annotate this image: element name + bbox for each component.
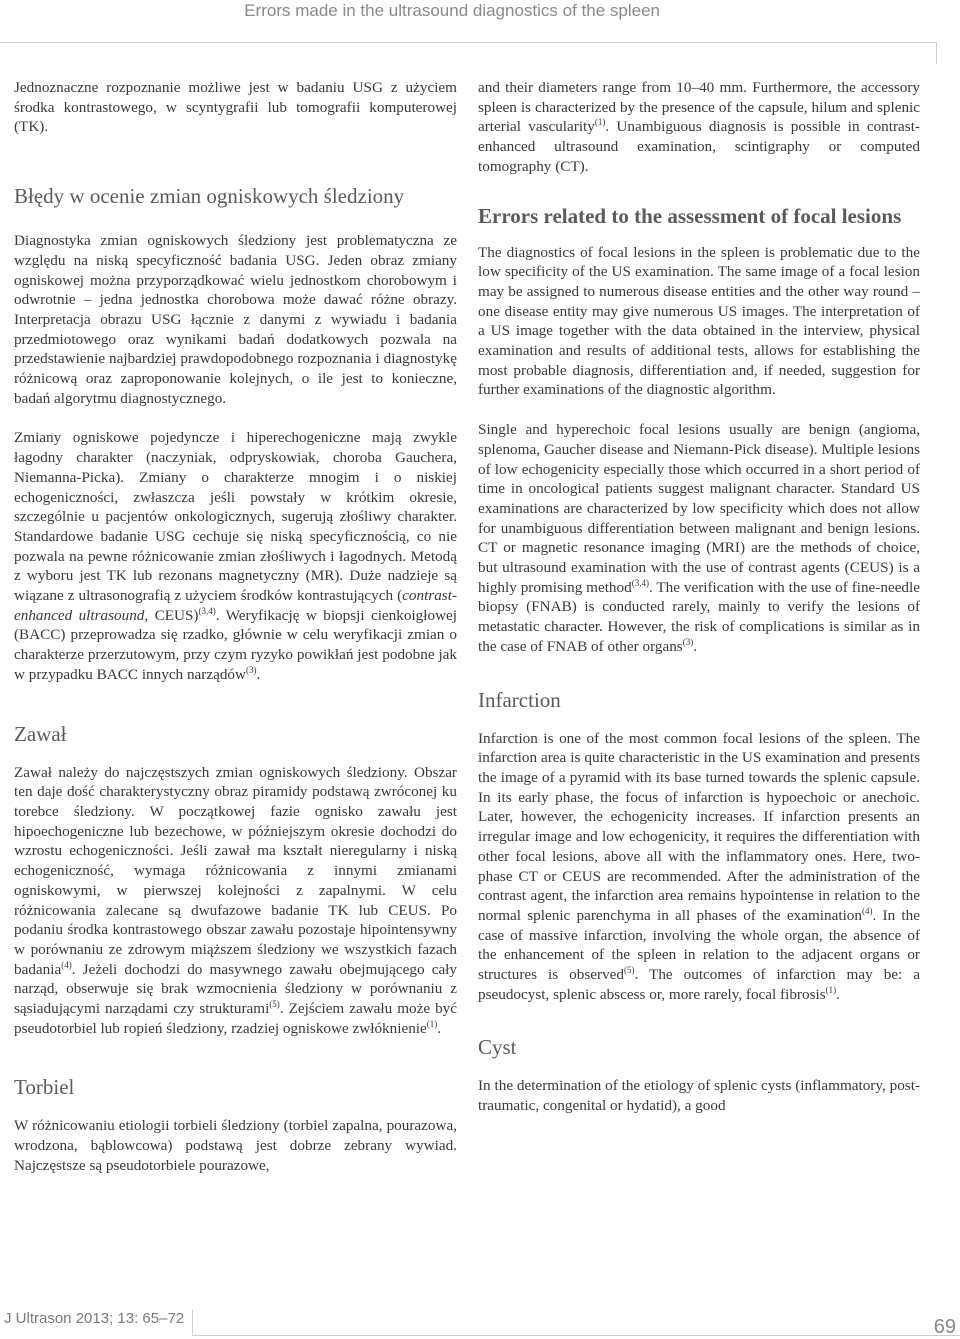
running-head [0, 0, 960, 22]
left-column [14, 78, 457, 1196]
right-heading-focal-lesions: Errors related to the assessment of focal lesions [478, 203, 902, 228]
left-heading-focal-lesions: Błędy w ocenie zmian ogniskowych śledziony [14, 184, 405, 209]
right-intro-paragraph: and their diameters range from 10–40 mm. Furthermore, the accessory spleen is characterized by the presence of the capsule, hilum and splenic arterial vascularity$^{(1)}$. Unambiguous diagnosis is possible in contrast-enhanced ultrasound examination, scintigraphy or computed tomography (CT). [478, 79, 920, 175]
left-focal-paragraph-1: Diagnostyka zmian ogniskowych śledziony jest problematyczna ze względu na niską specyficzność badania USG. Jeden obraz zmiany ogniskowej można przyporządkować wielu jednostkom chorobowym i odwrotnie – jedna jednostka chorobowa może dawać różne obrazy. Interpretacja obrazu USG łącznie z danymi z wywiadu i badania przedmiotowego oraz wynikami badań dodatkowych pozwala na przedstawienie najbardziej prawdopodobnego rozpoznania i diagnostykę różnicową oraz zaproponowanie kolejnych, o ile jest to konieczne, badań algorytmu diagnostycznego. [14, 232, 457, 407]
right-column [478, 78, 920, 1136]
footer-rule-tick [192, 1310, 193, 1335]
left-infarction-paragraph: Zawał należy do najczęstszych zmian ogniskowych śledziony. Obszar ten daje dość charakterystyczny obraz piramidy podstawą zwróconej ku torebce śledziony. W początkowej fazie ognisko zawału jest hipoechogeniczne lub bezechowe, w późniejszym okresie dochodzi do wzrostu echogeniczności. Jeśli zawał ma kształt nieregularny i niską echogeniczność, wymaga różnicowania z innymi zmianami ogniskowymi, w pierwszej kolejności z zapalnymi. W celu różnicowania zalecane są dwufazowe badanie TK lub CEUS. Po podaniu środka kontrastowego obszar zawału pozostaje hipointensywny w porównaniu ze zdrowym miąższem śledziony we wszystkich fazach badania$^{(4)}$. Jeżeli dochodzi do masywnego zawału obejmującego cały narząd, obserwuje się brak wzmocnienia śledziony w porównaniu z sąsiadującymi narządami czy strukturami$^{(5)}$. Zejściem zawału może być pseudotorbiel lub ropień śledziony, rzadziej ogniskowe zwłóknienie$^{(1)}$. [14, 763, 458, 1037]
right-heading-infarction: Infarction [478, 687, 561, 712]
right-heading-cyst: Cyst [478, 1035, 517, 1060]
header-rule-tick [936, 42, 937, 64]
right-cyst-paragraph: In the determination of the etiology of splenic cysts (inflammatory, post-traumatic, congenital or hydatid), a good [478, 1077, 920, 1115]
right-infarction-paragraph: Infarction is one of the most common focal lesions of the spleen. The infarction area is quite characteristic in the US examination and presents the image of a pyramid with its base turned towards the splenic capsule. In its early phase, the focus of infarction is hypoechoic or anechoic. Later, however, the echogenicity increases. If infarction presents an irregular image and low echogenicity, it requires the differentiation with other focal lesions, above all with the inflammatory ones. Here, two-phase CT or CEUS are recommended. After the administration of the contrast agent, the infarction area remains hypointense in relation to the normal splenic parenchyma in all phases of the examination$^{(4)}$. In the case of massive infarction, involving the whole organ, the absence of the enhancement of the spleen in relation to the adjacent organs or structures is observed$^{(5)}$. The outcomes of infarction may be: a pseudocyst, splenic abscess or, more rarely, focal fibrosis$^{(1)}$. [478, 729, 920, 1003]
running-head-title: Errors made in the ultrasound diagnostics of the spleen [244, 1, 660, 20]
left-heading-infarction: Zawał [14, 721, 67, 746]
footer-citation: J Ultrason 2013; 13: 65–72 [4, 1310, 185, 1327]
left-intro-paragraph: Jednoznaczne rozpoznanie możliwe jest w badaniu USG z użyciem środka kontrastowego, w scyntygrafii lub tomografii komputerowej (TK). [14, 79, 457, 136]
footer-rule [192, 1335, 960, 1336]
right-focal-paragraph-2: Single and hyperechoic focal lesions usually are benign (angioma, splenoma, Gaucher disease and Niemann-Pick disease). Multiple lesions of low echogenicity especially those which occurred in a short period of time in oncological patients suggest malignant character. Standard US examinations are characterized by low specificity which does not allow for unambiguous differentiation between malignant and benign lesions. CT or magnetic resonance imaging (MRI) are the methods of choice, but ultrasound examination with the use of contrast agents (CEUS) is a highly promising method$^{(3,4)}$. The verification with the use of fine-needle biopsy (FNAB) is conducted rarely, mainly to verify the lesions of metastatic character. However, the risk of complications is similar as in the case of FNAB of other organs$^{(3)}$. [478, 421, 920, 655]
left-cyst-paragraph: W różnicowaniu etiologii torbieli śledziony (torbiel zapalna, pourazowa, wrodzona, bąblowcowa) podstawą jest dobrze zebrany wywiad. Najczęstsze są pseudotorbiele pourazowe, [14, 1117, 457, 1174]
header-rule [0, 42, 936, 43]
page-number: 69 [933, 1316, 956, 1338]
left-heading-cyst: Torbiel [14, 1075, 75, 1100]
right-focal-paragraph-1: The diagnostics of focal lesions in the spleen is problematic due to the low specificity of the US examination. The same image of a focal lesion may be assigned to numerous disease entities and the other way round – one disease entity may give numerous US images. The interpretation of a US image together with the data obtained in the interview, physical examination and results of additional tests, allows for establishing the most probable diagnosis, differentiation and, if needed, suggestion for further examinations of the diagnostic algorithm. [478, 243, 920, 399]
left-focal-paragraph-2: Zmiany ogniskowe pojedyncze i hiperechogeniczne mają zwykle łagodny charakter (naczyniak, odpryskowiak, choroba Gauchera, Niemanna-Picka). Zmiany o charakterze mnogim i o niskiej echogeniczności, zwłaszcza jeśli powstały w krótkim okresie, szczególnie u pacjentów onkologicznych, sugerują złośliwy charakter. Standardowe badanie USG cechuje się niską specyficznością, co nie pozwala na pewne różnicowanie zmian złośliwych i łagodnych. Metodą z wyboru jest TK lub rezonans magnetyczny (MR). Duże nadzieje są wiązane z ultrasonografią z użyciem środków kontrastujących (contrast-enhanced ultrasound, CEUS)$^{(3,4)}$. Weryfikację w biopsji cienkoigłowej (BACC) przeprowadza się rzadko, głównie w celu weryfikacji zmian o charakterze przerzutowym, przy czym ryzyko powikłań jest podobne jak w przypadku BACC innych narządów$^{(3)}$. [14, 429, 457, 683]
